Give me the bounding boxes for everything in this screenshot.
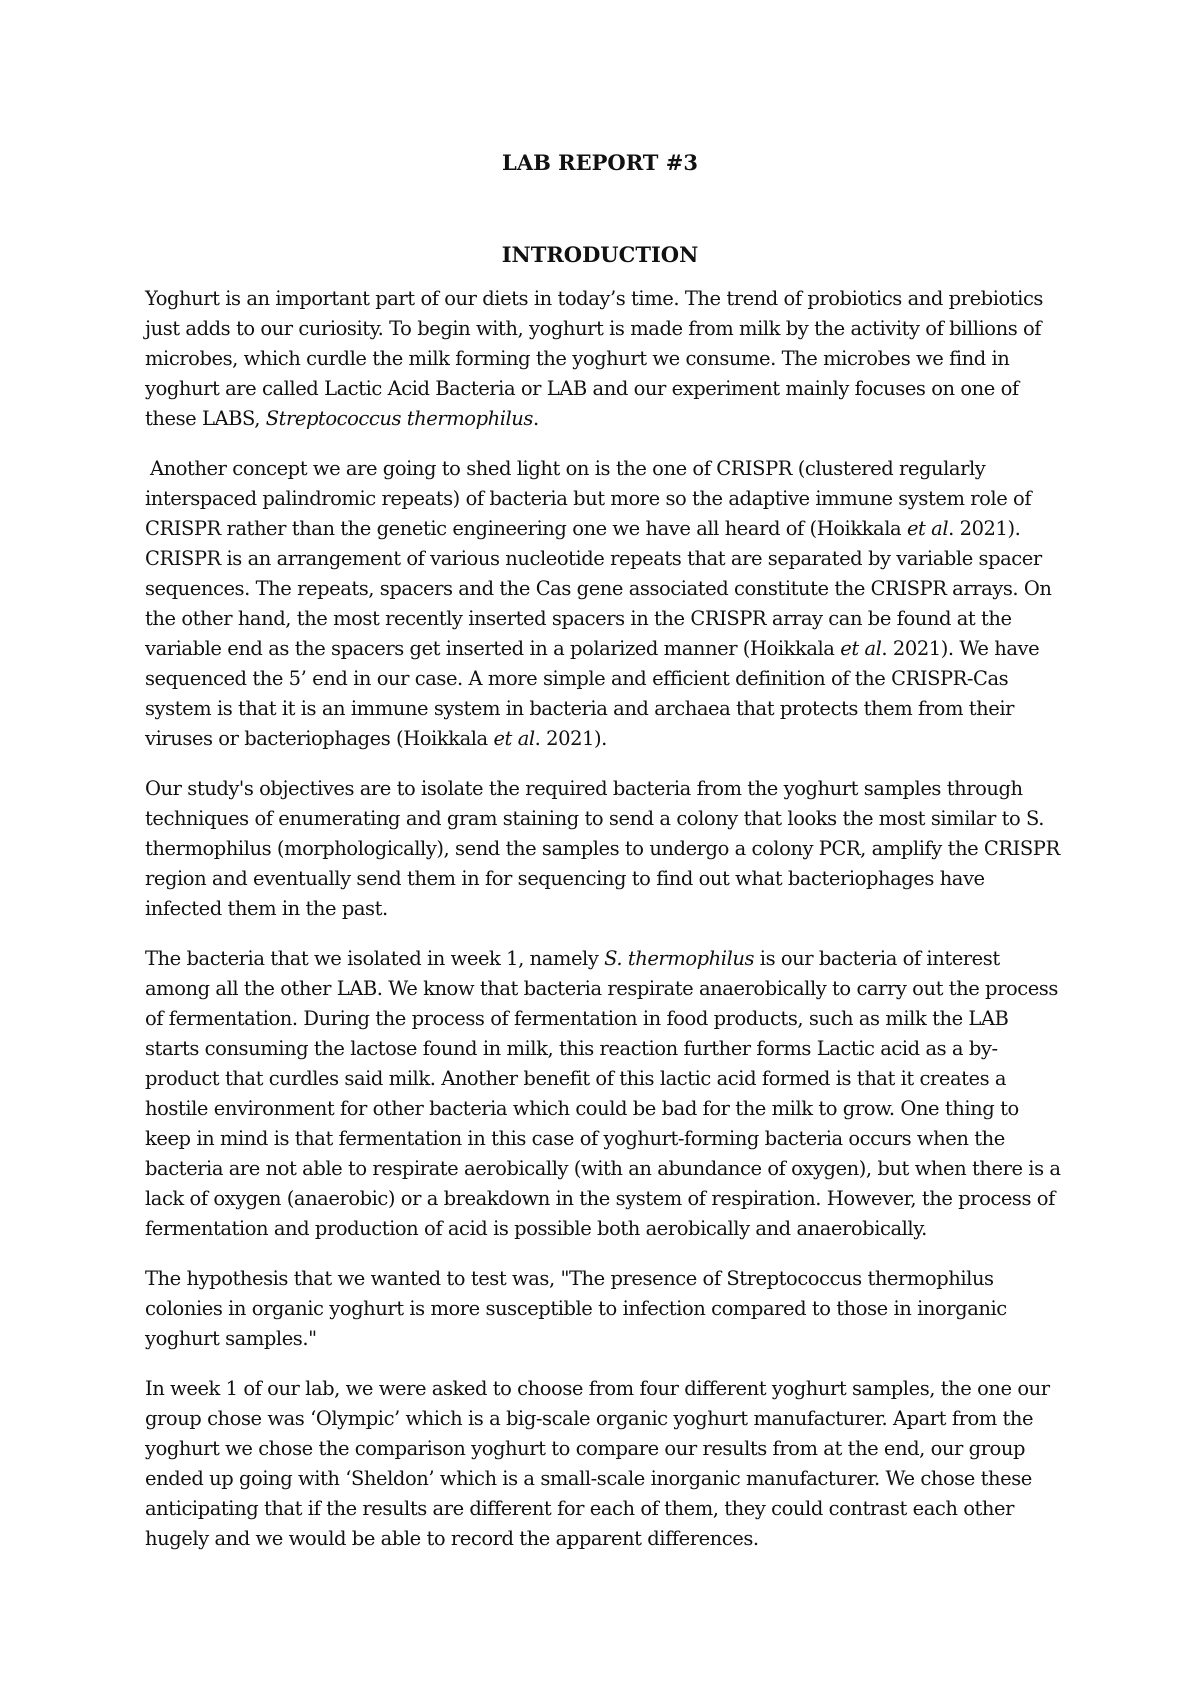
- paragraph-text: . 2021). We have sequenced the 5’ end in our case. A more simple and efficient definition of the CRISPR-Cas system is that it is an immune system in bacteria and archaea that protects them from their viruses or bacteriophages (Hoikkala: [145, 637, 1040, 750]
- document-title: LAB REPORT #3: [502, 150, 698, 175]
- body-paragraph: [145, 454, 1063, 754]
- paragraph-text: Yoghurt is an important part of our diets in today’s time. The trend of probiotics and prebiotics just adds to our curiosity. To begin with, yoghurt is made from milk by the activity of billions of microbes, which curdle the milk forming the yoghurt we consume. The microbes we find in yoghurt are called Lactic Acid Bacteria or LAB and our experiment mainly focuses on one of these LABS,: [145, 287, 1043, 430]
- paragraph-text: . 2021). CRISPR is an arrangement of various nucleotide repeats that are separated by variable spacer sequences. The repeats, spacers and the Cas gene associated constitute the CRISPR arrays. On the other hand, the most recently inserted spacers in the CRISPR array can be found at the variable end as the spacers get inserted in a polarized manner (Hoikkala: [145, 517, 1052, 660]
- paragraph-text: Another concept we are going to shed light on is the one of CRISPR (clustered regularly interspaced palindromic repeats) of bacteria but more so the adaptive immune system role of CRISPR rather than the genetic engineering one we have all heard of (Hoikkala: [145, 457, 1032, 540]
- section-heading: INTRODUCTION: [501, 242, 699, 267]
- italic-term: S. thermophilus: [604, 947, 755, 970]
- italic-term: et al: [906, 517, 949, 540]
- paragraph-text: . 2021).: [534, 727, 607, 750]
- paragraph-text: Our study's objectives are to isolate the required bacteria from the yoghurt samples through techniques of enumerating and gram staining to send a colony that looks the most similar to S. thermophilus (morphologically), send the samples to undergo a colony PCR, amplify the CRISPR region and eventually send them in for sequencing to find out what bacteriophages have infected them in the past.: [145, 777, 1060, 920]
- paragraph-text: is our bacteria of interest among all the other LAB. We know that bacteria respirate anaerobically to carry out the process of fermentation. During the process of fermentation in food products, such as milk the LAB starts consuming the lactose found in milk, this reaction further forms Lactic acid as a by-product that curdles said milk. Another benefit of this lactic acid formed is that it creates a hostile environment for other bacteria which could be bad for the milk to grow. One thing to keep in mind is that fermentation in this case of yoghurt-forming bacteria occurs when the bacteria are not able to respirate aerobically (with an abundance of oxygen), but when there is a lack of oxygen (anaerobic) or a breakdown in the system of respiration. However, the process of fermentation and production of acid is possible both aerobically and anaerobically.: [145, 947, 1061, 1240]
- body-paragraph: [145, 944, 1063, 1244]
- italic-term: et al: [493, 727, 535, 750]
- body-paragraph: [145, 1374, 1063, 1554]
- paragraph-text: The bacteria that we isolated in week 1, namely: [145, 947, 605, 970]
- italic-term: Streptococcus thermophilus: [265, 407, 533, 430]
- body-paragraph: [145, 774, 1063, 924]
- paragraph-text: .: [532, 407, 539, 430]
- body-paragraph: [145, 284, 1063, 434]
- document-body: [145, 284, 1063, 1574]
- body-paragraph: [145, 1264, 1063, 1354]
- italic-term: et al: [840, 637, 882, 660]
- paragraph-text: The hypothesis that we wanted to test was, "The presence of Streptococcus thermophilus colonies in organic yoghurt is more susceptible to infection compared to those in inorganic yoghurt samples.": [145, 1267, 1007, 1350]
- paragraph-text: In week 1 of our lab, we were asked to choose from four different yoghurt samples, the one our group chose was ‘Olympic’ which is a big-scale organic yoghurt manufacturer. Apart from the yoghurt we chose the comparison yoghurt to compare our results from at the end, our group ended up going with ‘Sheldon’ which is a small-scale inorganic manufacturer. We chose these anticipating that if the results are different for each of them, they could contrast each other hugely and we would be able to record the apparent differences.: [145, 1377, 1050, 1550]
